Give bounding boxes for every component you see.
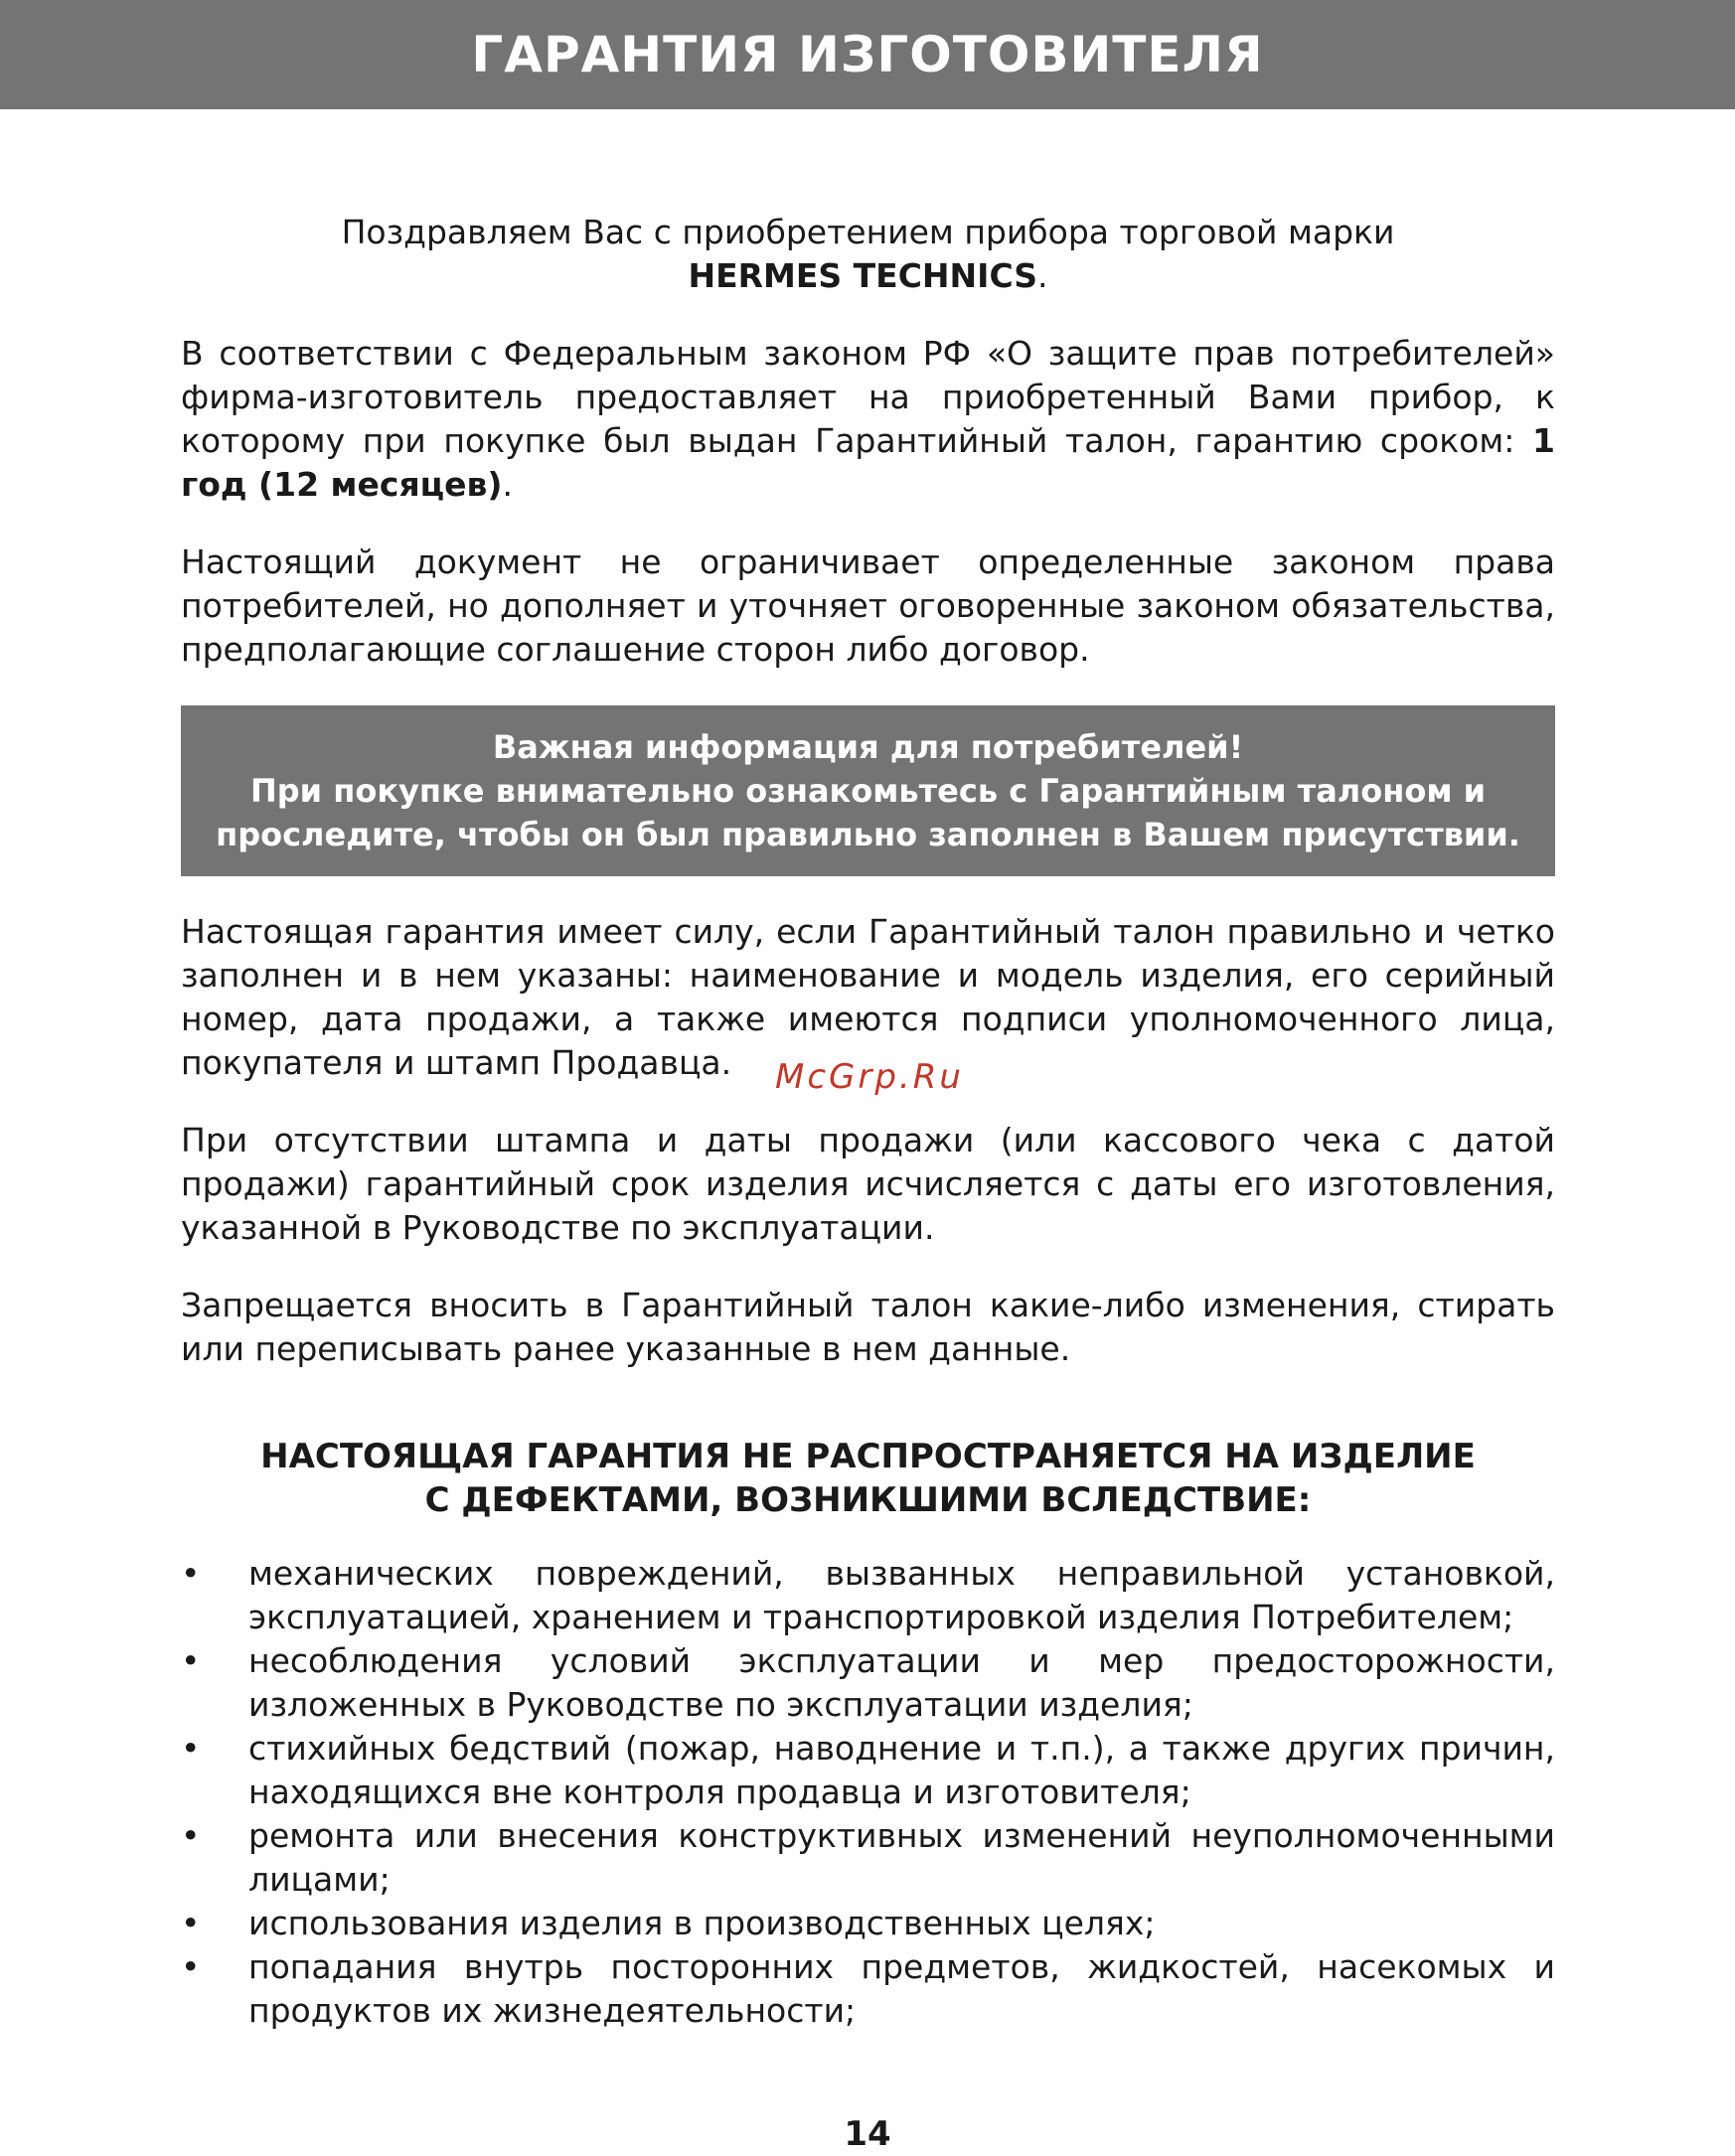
- header-bar: [0, 0, 1735, 109]
- list-item: [181, 1552, 1555, 1639]
- list-item: [181, 1727, 1555, 1814]
- list-item-text: механических повреждений, вызванных неправильной установкой, эксплуатацией, хранением и транспортировкой изделия Потребителем;: [248, 1554, 1555, 1636]
- info-box-text: При покупке внимательно ознакомьтесь с Гарантийным талоном и проследите, чтобы он был правильно заполнен в Вашем присутствии.: [216, 772, 1520, 853]
- document-scope-paragraph: Настоящий документ не ограничивает определенные законом права потребителей, но дополняет и уточняет оговоренные законом обязательства, предполагающие соглашение сторон либо договор.: [181, 542, 1555, 669]
- no-stamp-paragraph: При отсутствии штампа и даты продажи (или кассового чека с датой продажи) гарантийный срок изделия исчисляется с даты его изготовления, указанной в Руководстве по эксплуатации.: [181, 1121, 1555, 1247]
- bullet-icon: •: [181, 1816, 201, 1855]
- brand-suffix: .: [1037, 256, 1048, 295]
- list-item-text: ремонта или внесения конструктивных изменений неуполномоченными лицами;: [248, 1816, 1555, 1899]
- prohibited-paragraph: Запрещается вносить в Гарантийный талон какие-либо изменения, стирать или переписывать ранее указанные в нем данные.: [181, 1286, 1555, 1368]
- list-item-text: несоблюдения условий эксплуатации и мер предосторожности, изложенных в Руководстве по эксплуатации изделия;: [248, 1641, 1555, 1724]
- law-paragraph: [181, 332, 1555, 507]
- list-item: [181, 1639, 1555, 1727]
- list-item-text: попадания внутрь посторонних предметов, жидкостей, насекомых и продуктов их жизнедеятельности;: [248, 1947, 1555, 2030]
- list-item: [181, 1902, 1555, 1945]
- exclusions-heading-line2: С ДЕФЕКТАМИ, ВОЗНИКШИМИ ВСЛЕДСТВИЕ:: [424, 1480, 1312, 1520]
- greeting-brand-line: [181, 254, 1555, 298]
- bullet-icon: •: [181, 1904, 201, 1942]
- page-number: 14: [844, 2114, 891, 2154]
- greeting: [181, 211, 1555, 298]
- law-text: В соответствии с Федеральным законом РФ «О защите прав потребителей» фирма-изготовитель предоставляет на приобретенный Вами прибор, к которому при покупке был выдан Гарантийный талон, гарантию сроком:: [181, 334, 1555, 460]
- list-item-text: стихийных бедствий (пожар, наводнение и т.п.), а также других причин, находящихся вне контроля продавца и изготовителя;: [248, 1729, 1555, 1811]
- info-box-title: Важная информация для потребителей!: [492, 728, 1244, 766]
- greeting-line: Поздравляем Вас с приобретением прибора торговой марки: [341, 213, 1395, 251]
- bullet-icon: •: [181, 1641, 201, 1680]
- law-end: .: [502, 465, 513, 504]
- bullet-icon: •: [181, 1947, 201, 1986]
- document-body: [181, 211, 1555, 2033]
- warranty-term: 1 год (12 месяцев): [181, 421, 1555, 504]
- brand-name: HERMES TECHNICS: [688, 256, 1038, 295]
- bullet-icon: •: [181, 1729, 201, 1768]
- exclusions-heading: [181, 1435, 1555, 1522]
- list-item: [181, 1814, 1555, 1902]
- validity-paragraph: Настоящая гарантия имеет силу, если Гарантийный талон правильно и четко заполнен и в нем указаны: наименование и модель изделия, его серийный номер, дата продажи, а также имеются подписи уполномоченного лица, покупателя и штамп Продавца.: [181, 912, 1555, 1082]
- watermark: McGrp.Ru: [775, 1057, 964, 1097]
- bullet-icon: •: [181, 1554, 201, 1593]
- list-item-text: использования изделия в производственных целях;: [248, 1904, 1156, 1942]
- exclusions-list: [181, 1552, 1555, 2033]
- important-info-box: [181, 705, 1555, 876]
- list-item: [181, 1945, 1555, 2033]
- exclusions-heading-line1: НАСТОЯЩАЯ ГАРАНТИЯ НЕ РАСПРОСТРАНЯЕТСЯ НА ИЗДЕЛИЕ: [260, 1437, 1476, 1476]
- page-title: ГАРАНТИЯ ИЗГОТОВИТЕЛЯ: [471, 26, 1264, 83]
